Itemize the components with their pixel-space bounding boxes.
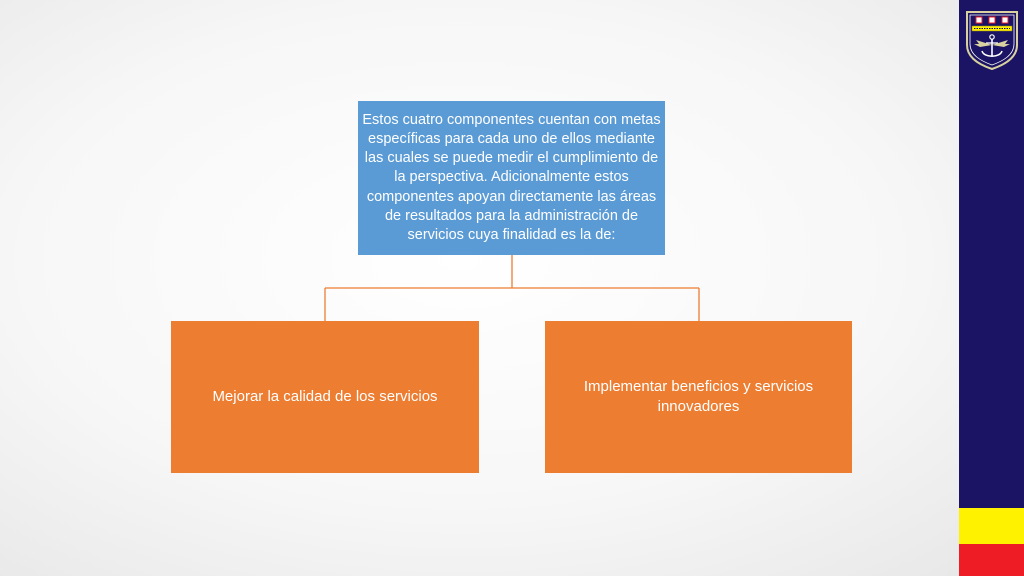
root-node-text: Estos cuatro componentes cuentan con metas específicas para cada uno de ellos mediante las cuales se puede medir el cumplimiento de la perspectiva. Adicionalmente estos componentes apoyan directamente las áreas de resultados para la administración de servicios cuya finalidad es la de: [362,111,661,243]
diagram-root-node [358,101,665,255]
diagram-child-node-quality [171,321,479,473]
diagram-child-node-innovation [545,321,852,473]
band-red-stripe [959,544,1024,576]
decorative-side-band [959,0,1024,576]
child-node-text: Mejorar la calidad de los servicios [212,388,438,405]
naval-shield-emblem-icon [964,9,1020,71]
child-node-text: Implementar beneficios y servicios innovadores [583,378,814,415]
band-yellow-stripe [959,508,1024,544]
band-navy-section [959,0,1024,508]
